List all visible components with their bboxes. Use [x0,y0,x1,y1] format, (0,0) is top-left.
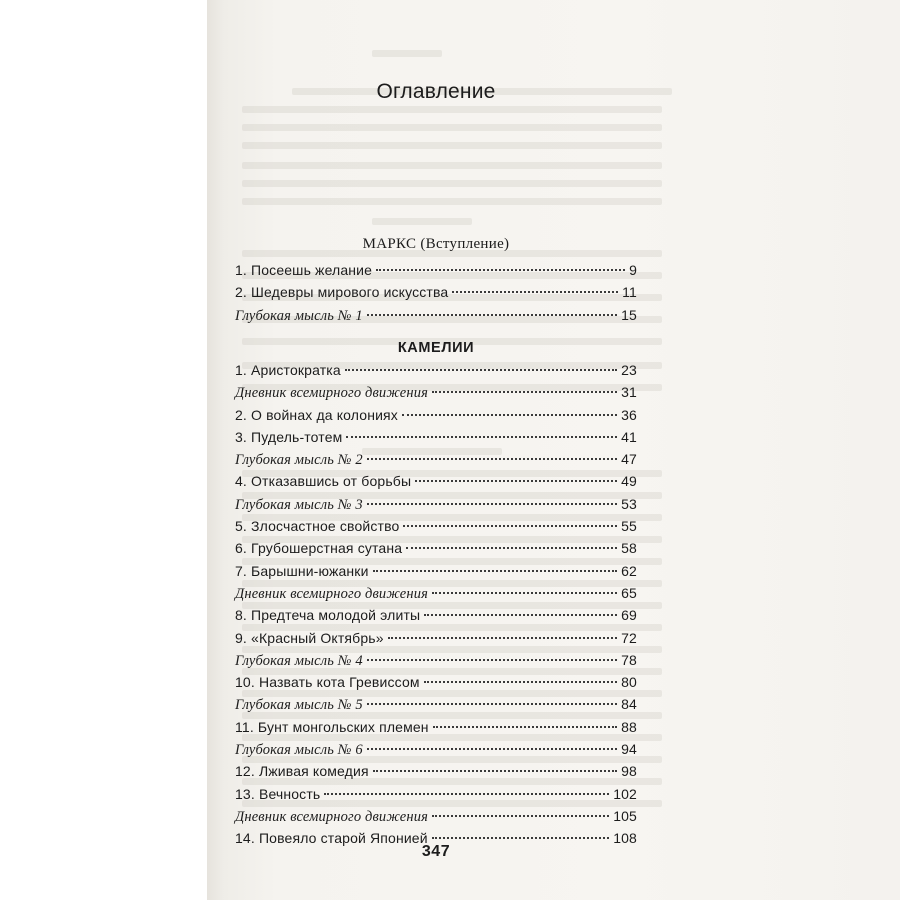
toc-entry [235,652,637,674]
dot-leader [373,570,618,572]
page-title: Оглавление [376,80,496,103]
toc-entry [235,473,637,495]
toc-entry-page: 31 [621,384,637,401]
dot-leader [376,269,625,271]
toc-entry [235,407,637,429]
dot-leader [403,525,617,527]
toc-entry [235,429,637,451]
toc-entry [235,563,637,585]
section-heading-camelias: КАМЕЛИИ [397,340,475,356]
dot-leader [373,770,617,772]
toc-entry-page: 88 [621,718,637,735]
toc-entry-title: 13. Вечность [235,785,321,802]
toc-entry [235,284,637,306]
toc-entry-title: Глубокая мысль № 1 [235,307,363,324]
dot-leader [367,659,617,661]
toc-entry [235,786,637,808]
toc-entry-title: Глубокая мысль № 5 [235,697,363,714]
toc-entry-title: 1. Посеешь желание [235,262,373,278]
toc-entry-title: 12. Лживая комедия [235,763,369,780]
toc-entry-title: 3. Пудель-тотем [235,428,343,445]
toc-entry-page: 62 [621,562,637,579]
toc-entry-page: 9 [629,262,637,278]
toc-entry-title: 7. Барышни-южанки [235,562,369,579]
toc-entry-title: 11. Бунт монгольских племен [235,718,429,735]
toc-entry [235,674,637,696]
toc-entry [235,607,637,629]
dot-leader [388,637,617,639]
dot-leader [415,480,617,482]
toc-entry-title: 14. Повеяло старой Японией [235,830,428,847]
toc-entry-page: 23 [621,362,637,378]
toc-entry-title: 5. Злосчастное свойство [235,518,400,535]
dot-leader [424,614,617,616]
toc-entry [235,496,637,518]
toc-entry-page: 15 [621,306,637,323]
toc-entry-page: 84 [621,696,637,713]
toc-entry [235,518,637,540]
toc-entry-title: Глубокая мысль № 2 [235,452,363,469]
toc-entry [235,630,637,652]
toc-list-camelias [235,362,637,853]
toc-entry [235,719,637,741]
dot-leader [406,547,617,549]
dot-leader [345,369,617,371]
toc-entry [235,808,637,830]
toc-entry-page: 102 [613,785,637,802]
toc-entry-page: 53 [621,495,637,512]
dot-leader [432,837,609,839]
toc-entry [235,741,637,763]
dot-leader [432,815,609,817]
toc-entry-page: 11 [622,284,637,301]
dot-leader [367,503,617,505]
toc-entry-title: Дневник всемирного движения [235,385,428,402]
toc-entry-title: 2. О войнах да колониях [235,406,398,423]
toc-entry-page: 36 [621,406,637,423]
toc-entry-title: 4. Отказавшись от борьбы [235,473,412,490]
toc-entry-page: 49 [621,473,637,490]
dot-leader [367,748,617,750]
toc-entry-page: 69 [621,607,637,624]
toc-entry-title: 8. Предтеча молодой элиты [235,607,421,624]
toc-entry-page: 41 [621,428,637,445]
dot-leader [402,414,617,416]
toc-entry-title: 6. Грубошерстная сутана [235,540,403,557]
toc-entry [235,384,637,406]
toc-entry [235,763,637,785]
toc-entry-page: 58 [621,540,637,557]
dot-leader [367,458,617,460]
toc-list-marx [235,262,637,329]
toc-entry-page: 72 [621,629,637,646]
toc-entry-page: 105 [613,807,637,824]
toc-entry-page: 98 [621,763,637,780]
toc-entry [235,696,637,718]
toc-entry-page: 65 [621,584,637,601]
toc-entry [235,362,637,384]
toc-entry-title: 2. Шедевры мирового искусства [235,284,449,301]
toc-entry-title: Глубокая мысль № 3 [235,496,363,513]
dot-leader [424,681,617,683]
toc-entry [235,540,637,562]
toc-entry-page: 80 [621,674,637,691]
dot-leader [367,314,617,316]
dot-leader [432,592,617,594]
toc-entry-page: 94 [621,741,637,758]
toc-entry [235,451,637,473]
toc-entry-title: Глубокая мысль № 4 [235,652,363,669]
page-number: 347 [421,843,451,860]
toc-entry-page: 47 [621,451,637,468]
dot-leader [367,703,617,705]
toc-entry-page: 78 [621,651,637,668]
section-heading-marx: МАРКС (Вступление) [362,236,510,252]
toc-entry [235,262,637,284]
dot-leader [432,391,617,393]
toc-entry-page: 55 [621,518,637,535]
toc-entry-title: Глубокая мысль № 6 [235,742,363,759]
toc-entry [235,307,637,329]
dot-leader [346,436,617,438]
dot-leader [433,726,617,728]
dot-leader [324,793,609,795]
toc-entry-page: 108 [613,830,637,847]
toc-entry-title: Дневник всемирного движения [235,585,428,602]
dot-leader [452,291,618,293]
toc-entry-title: 9. «Красный Октябрь» [235,629,384,646]
toc-entry-title: 1. Аристократка [235,362,341,378]
toc-entry [235,585,637,607]
toc-entry-title: Дневник всемирного движения [235,808,428,825]
toc-entry-title: 10. Назвать кота Гревиссом [235,674,420,691]
